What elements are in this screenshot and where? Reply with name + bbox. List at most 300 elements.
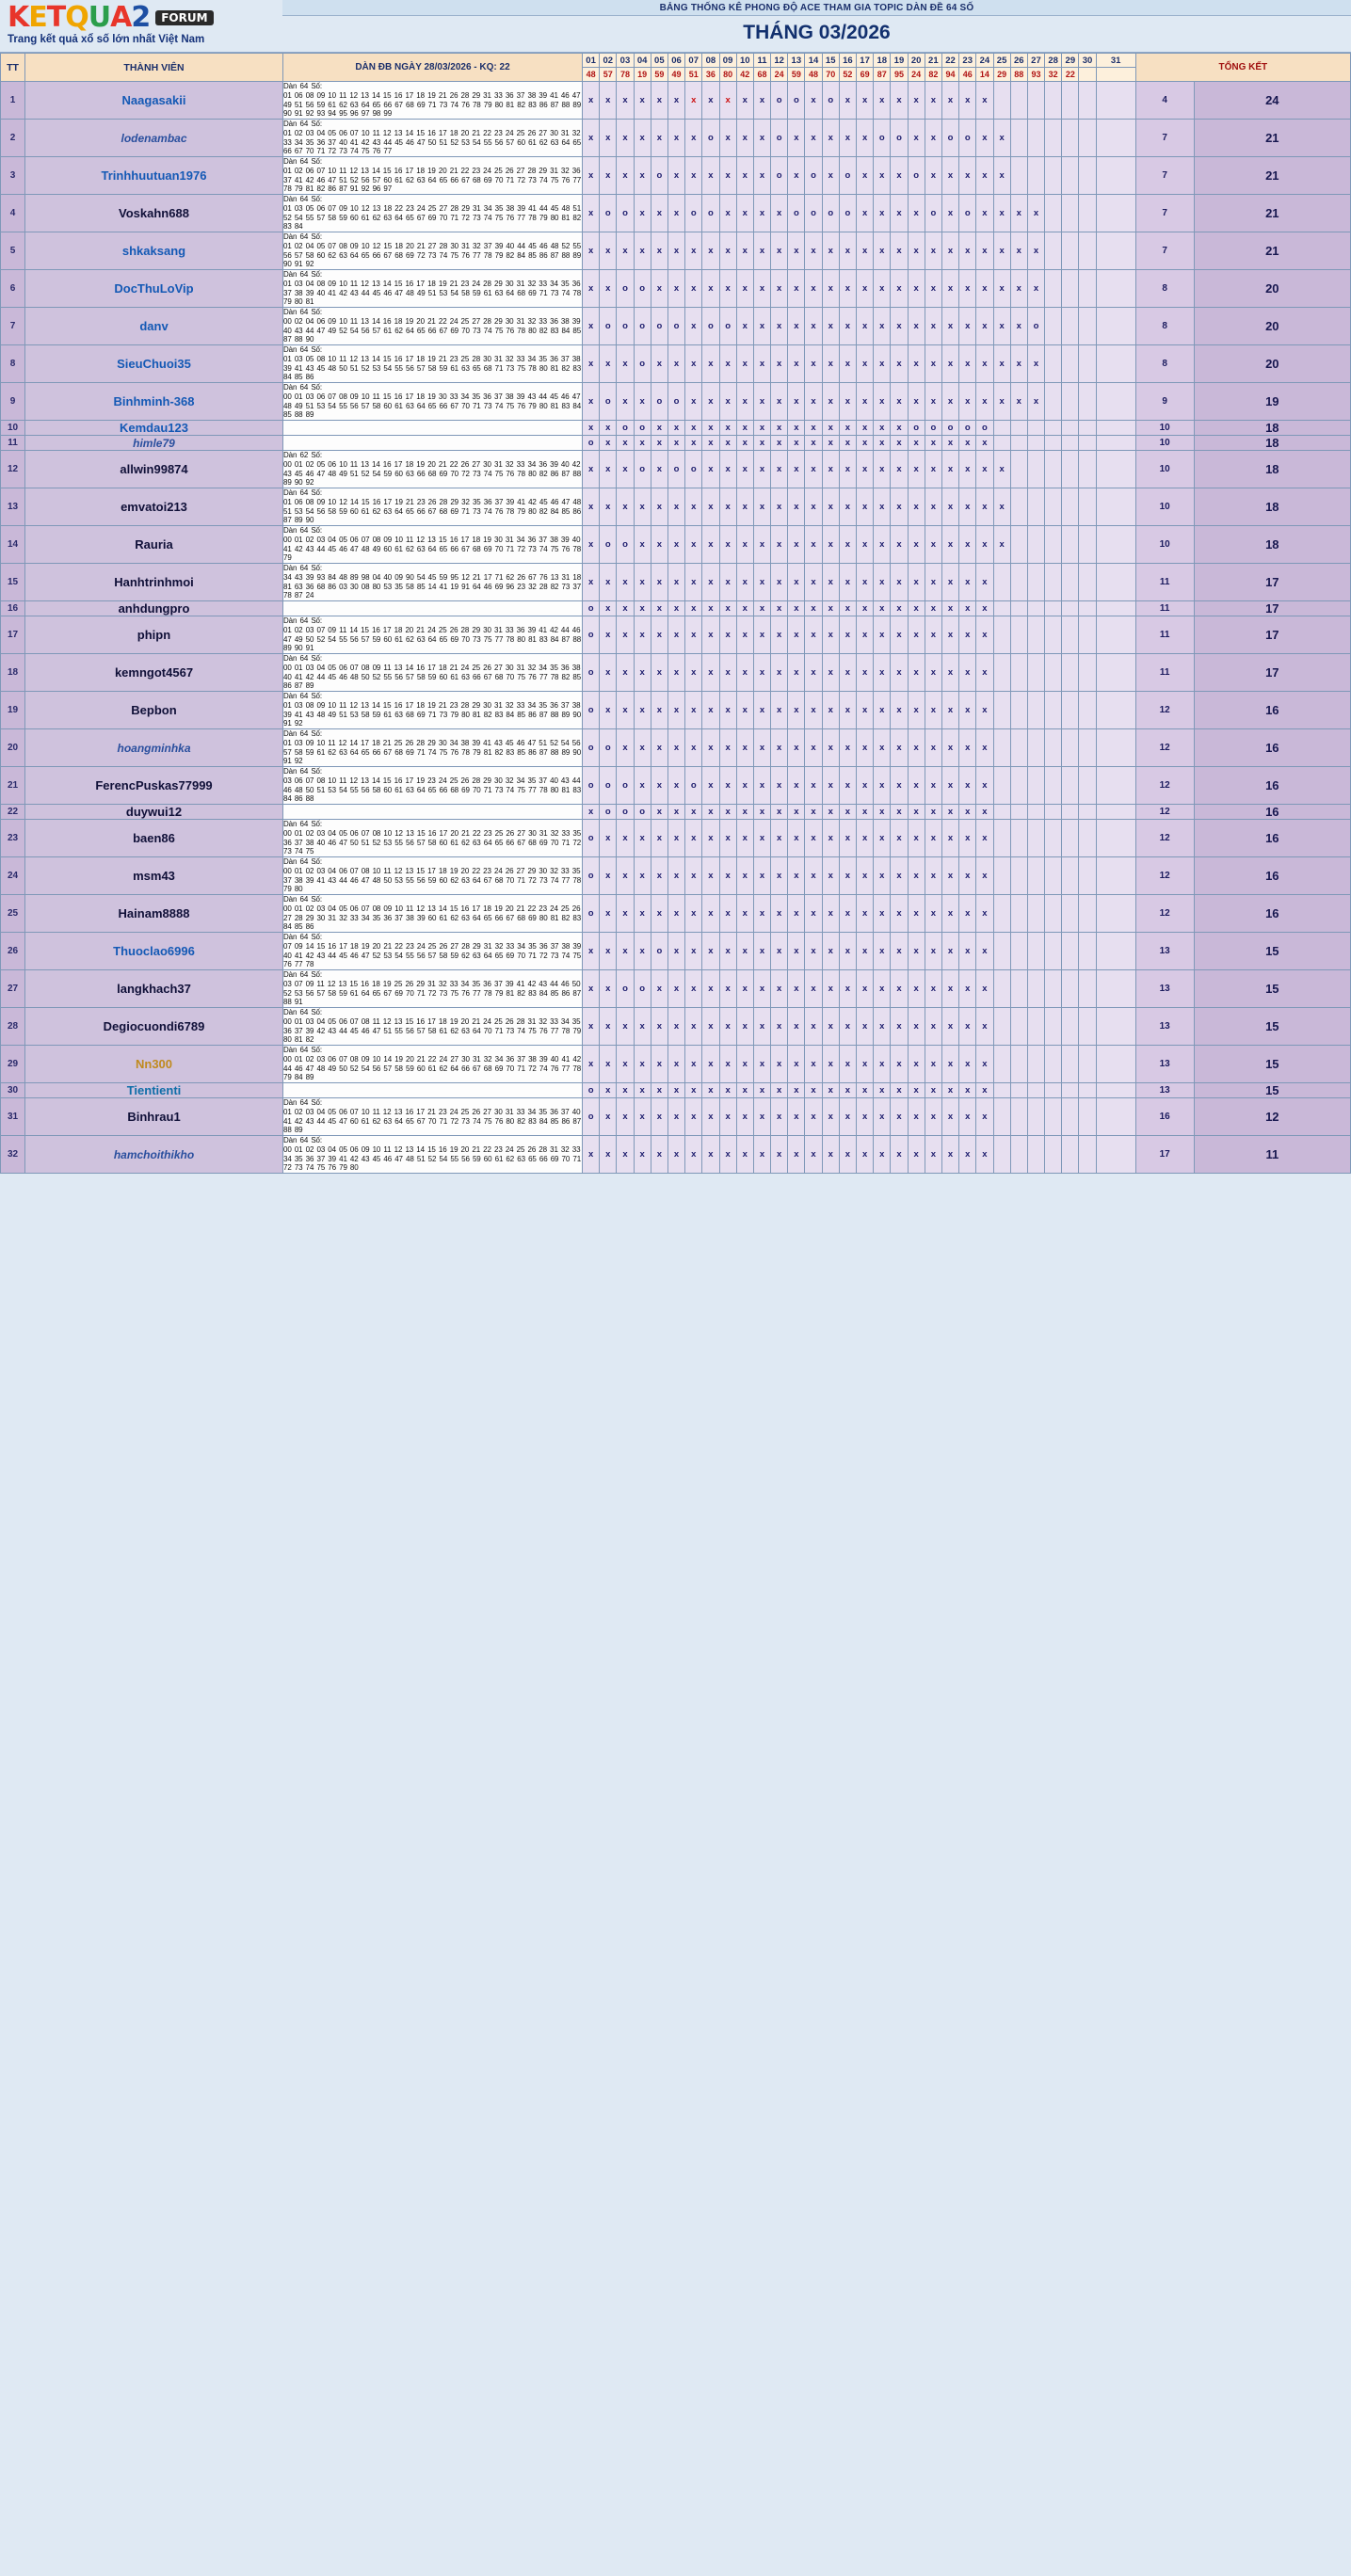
day-mark-cell: x <box>839 120 856 157</box>
day-mark-cell <box>1010 692 1027 729</box>
row-index: 22 <box>1 805 25 820</box>
day-mark-cell <box>993 1083 1010 1098</box>
day-mark-cell <box>993 805 1010 820</box>
day-mark-cell: x <box>771 195 788 232</box>
day-mark-cell: o <box>822 82 839 120</box>
day-mark-cell: x <box>941 820 958 857</box>
member-name[interactable] <box>25 436 283 451</box>
day-mark-cell: x <box>788 933 805 970</box>
table-row <box>1 1136 1351 1174</box>
day-mark-cell: o <box>583 1098 600 1136</box>
day-mark-cell: x <box>788 120 805 157</box>
day-mark-cell: x <box>753 488 770 526</box>
hit-count: 21 <box>1194 157 1350 195</box>
day-mark-cell: x <box>959 383 976 421</box>
day-mark-cell: x <box>908 767 925 805</box>
day-mark-cell <box>1079 1083 1096 1098</box>
day-mark-cell: x <box>753 270 770 308</box>
day-mark-cell: x <box>822 345 839 383</box>
day-mark-cell: x <box>925 729 941 767</box>
day-mark-cell: o <box>839 195 856 232</box>
day-mark-cell: x <box>941 1046 958 1083</box>
day-mark-cell: x <box>925 820 941 857</box>
day-mark-cell: x <box>719 895 736 933</box>
hit-count: 20 <box>1194 345 1350 383</box>
day-mark-cell <box>1062 488 1079 526</box>
day-mark-cell: x <box>667 270 684 308</box>
day-mark-cell: x <box>617 488 634 526</box>
day-mark-cell <box>1079 729 1096 767</box>
day-mark-cell: x <box>925 1008 941 1046</box>
day-mark-cell <box>1096 933 1135 970</box>
day-mark-cell: x <box>839 601 856 616</box>
row-index: 20 <box>1 729 25 767</box>
dan-numbers-cell <box>283 345 583 383</box>
member-name[interactable] <box>25 421 283 436</box>
dan-numbers-cell <box>283 436 583 451</box>
member-name[interactable] <box>25 820 283 857</box>
day-mark-cell: x <box>839 616 856 654</box>
day-mark-cell <box>1010 488 1027 526</box>
day-mark-cell <box>1062 120 1079 157</box>
day-mark-cell <box>1096 767 1135 805</box>
member-name[interactable] <box>25 1136 283 1174</box>
header-day: 16 <box>839 54 856 68</box>
member-name[interactable] <box>25 120 283 157</box>
member-name[interactable] <box>25 488 283 526</box>
day-mark-cell: x <box>702 436 719 451</box>
day-mark-cell <box>1045 270 1062 308</box>
day-mark-cell <box>1062 383 1079 421</box>
day-mark-cell: x <box>736 601 753 616</box>
day-mark-cell: x <box>805 1136 822 1174</box>
day-mark-cell: x <box>600 120 617 157</box>
day-mark-cell: x <box>719 526 736 564</box>
day-mark-cell <box>1027 564 1044 601</box>
dan-numbers-cell <box>283 654 583 692</box>
day-mark-cell: x <box>959 616 976 654</box>
dan-label: Dàn 64 Số: <box>283 526 323 535</box>
day-mark-cell: x <box>941 1083 958 1098</box>
member-name[interactable] <box>25 654 283 692</box>
day-mark-cell: x <box>805 1098 822 1136</box>
day-mark-cell: o <box>617 805 634 820</box>
day-mark-cell: x <box>736 436 753 451</box>
day-mark-cell: x <box>805 1083 822 1098</box>
day-mark-cell: x <box>1027 270 1044 308</box>
day-mark-cell <box>1079 232 1096 270</box>
day-mark-cell: x <box>822 654 839 692</box>
day-mark-cell: x <box>583 383 600 421</box>
hit-count: 18 <box>1194 436 1350 451</box>
day-mark-cell: x <box>600 1083 617 1098</box>
header-day: 29 <box>1062 54 1079 68</box>
day-mark-cell <box>1010 564 1027 601</box>
member-name[interactable] <box>25 1008 283 1046</box>
day-mark-cell: x <box>685 308 702 345</box>
day-mark-cell: x <box>600 820 617 857</box>
header-day-result: 59 <box>651 68 667 82</box>
day-mark-cell <box>1079 857 1096 895</box>
member-name-label: lodenambac <box>121 132 187 145</box>
day-mark-cell: x <box>908 270 925 308</box>
day-mark-cell <box>1096 857 1135 895</box>
day-mark-cell: x <box>874 157 891 195</box>
day-mark-cell: x <box>822 421 839 436</box>
day-mark-cell <box>1096 308 1135 345</box>
day-mark-cell: x <box>719 270 736 308</box>
day-mark-cell <box>1062 308 1079 345</box>
day-mark-cell: x <box>976 933 993 970</box>
day-mark-cell: x <box>600 488 617 526</box>
day-mark-cell <box>1096 654 1135 692</box>
site-slogan: Trang kết quả xổ số lớn nhất Việt Nam <box>8 34 205 45</box>
day-mark-cell: x <box>822 232 839 270</box>
member-name[interactable] <box>25 564 283 601</box>
day-mark-cell: x <box>667 488 684 526</box>
day-mark-cell: o <box>651 383 667 421</box>
member-name[interactable] <box>25 895 283 933</box>
day-mark-cell: o <box>617 308 634 345</box>
logo-letter: U <box>88 1 111 34</box>
day-mark-cell: x <box>719 1136 736 1174</box>
row-index: 10 <box>1 421 25 436</box>
header-day-result: 51 <box>685 68 702 82</box>
day-mark-cell: x <box>976 1136 993 1174</box>
day-mark-cell: x <box>925 308 941 345</box>
day-mark-cell: x <box>736 1046 753 1083</box>
table-row <box>1 729 1351 767</box>
day-mark-cell: o <box>925 195 941 232</box>
day-mark-cell: x <box>600 654 617 692</box>
day-mark-cell: o <box>583 436 600 451</box>
dan-label: Dàn 64 Số: <box>283 933 323 941</box>
day-mark-cell: x <box>771 601 788 616</box>
day-mark-cell <box>1045 1098 1062 1136</box>
day-mark-cell: x <box>753 616 770 654</box>
day-mark-cell: x <box>857 654 874 692</box>
day-mark-cell <box>1096 488 1135 526</box>
day-mark-cell: x <box>941 232 958 270</box>
header-day: 10 <box>736 54 753 68</box>
day-mark-cell: x <box>736 820 753 857</box>
day-mark-cell: x <box>702 767 719 805</box>
day-mark-cell: o <box>702 120 719 157</box>
day-mark-cell: x <box>667 1098 684 1136</box>
member-name[interactable] <box>25 767 283 805</box>
day-mark-cell <box>1079 1046 1096 1083</box>
member-name[interactable] <box>25 729 283 767</box>
day-mark-cell: o <box>667 451 684 488</box>
day-mark-cell: o <box>600 383 617 421</box>
day-mark-cell: x <box>976 970 993 1008</box>
day-mark-cell: o <box>822 195 839 232</box>
member-name[interactable] <box>25 857 283 895</box>
row-index: 13 <box>1 488 25 526</box>
day-mark-cell: x <box>753 421 770 436</box>
day-mark-cell <box>1096 1098 1135 1136</box>
header-day-result: 48 <box>805 68 822 82</box>
day-mark-cell: x <box>667 857 684 895</box>
dan-numbers-cell <box>283 895 583 933</box>
miss-count: 13 <box>1135 1083 1194 1098</box>
day-mark-cell: x <box>788 436 805 451</box>
day-mark-cell: x <box>1010 345 1027 383</box>
day-mark-cell: x <box>908 616 925 654</box>
table-row <box>1 820 1351 857</box>
day-mark-cell: o <box>908 421 925 436</box>
member-name[interactable] <box>25 970 283 1008</box>
member-name[interactable] <box>25 616 283 654</box>
member-name[interactable] <box>25 345 283 383</box>
dan-numbers: 00 02 04 06 09 10 11 13 14 16 18 19 20 21 22 24 25 27 28 29 30 31 32 33 36 38 39 40 43 44 47 49 52 54 56 57 61 62 64 65 66 67 69 70 73 74 75 76 78 80 82 83 84 85 87 88 90 <box>283 316 582 344</box>
day-mark-cell <box>1010 157 1027 195</box>
day-mark-cell <box>1062 805 1079 820</box>
day-mark-cell <box>1062 270 1079 308</box>
header-day-result: 42 <box>736 68 753 82</box>
day-mark-cell: o <box>634 270 651 308</box>
day-mark-cell: x <box>908 564 925 601</box>
day-mark-cell: x <box>805 1008 822 1046</box>
dan-numbers-cell <box>283 526 583 564</box>
day-mark-cell: x <box>634 120 651 157</box>
member-name-label: Binhrau1 <box>127 1110 181 1124</box>
day-mark-cell <box>1062 1098 1079 1136</box>
member-name[interactable] <box>25 157 283 195</box>
day-mark-cell: x <box>839 308 856 345</box>
day-mark-cell: x <box>719 820 736 857</box>
day-mark-cell: x <box>788 421 805 436</box>
day-mark-cell: x <box>753 120 770 157</box>
day-mark-cell: x <box>771 692 788 729</box>
day-mark-cell: x <box>1027 195 1044 232</box>
day-mark-cell: x <box>702 488 719 526</box>
day-mark-cell <box>1079 895 1096 933</box>
member-name[interactable] <box>25 270 283 308</box>
day-mark-cell: x <box>941 692 958 729</box>
dan-label: Dàn 64 Số: <box>283 488 323 497</box>
day-mark-cell: x <box>993 451 1010 488</box>
day-mark-cell: x <box>908 232 925 270</box>
dan-numbers-cell <box>283 767 583 805</box>
day-mark-cell: x <box>702 232 719 270</box>
day-mark-cell: x <box>822 526 839 564</box>
day-mark-cell: x <box>822 1136 839 1174</box>
member-name[interactable] <box>25 1046 283 1083</box>
member-name[interactable] <box>25 805 283 820</box>
table-row <box>1 345 1351 383</box>
day-mark-cell: x <box>634 1136 651 1174</box>
day-mark-cell <box>1045 1046 1062 1083</box>
row-index: 8 <box>1 345 25 383</box>
member-name[interactable] <box>25 1098 283 1136</box>
header-day-result: 82 <box>925 68 941 82</box>
day-mark-cell: x <box>788 654 805 692</box>
day-mark-cell: x <box>771 933 788 970</box>
dan-numbers: 01 06 08 09 10 11 12 13 14 15 16 17 18 19 21 26 28 29 31 33 36 37 38 39 41 46 47 49 51 56 59 61 62 63 64 65 66 67 68 69 71 73 74 76 78 79 80 81 82 83 86 87 88 89 90 91 92 93 94 95 96 97 98 99 <box>283 90 582 119</box>
row-index: 12 <box>1 451 25 488</box>
member-name[interactable] <box>25 195 283 232</box>
row-index: 7 <box>1 308 25 345</box>
member-name[interactable] <box>25 232 283 270</box>
day-mark-cell: o <box>959 120 976 157</box>
day-mark-cell: x <box>600 82 617 120</box>
day-mark-cell: x <box>788 895 805 933</box>
day-mark-cell: x <box>583 421 600 436</box>
day-mark-cell: x <box>617 820 634 857</box>
day-mark-cell: x <box>976 526 993 564</box>
day-mark-cell <box>1045 895 1062 933</box>
member-name[interactable] <box>25 526 283 564</box>
day-mark-cell <box>1062 729 1079 767</box>
day-mark-cell: x <box>941 436 958 451</box>
member-name[interactable] <box>25 601 283 616</box>
member-name[interactable] <box>25 82 283 120</box>
day-mark-cell: x <box>941 345 958 383</box>
header-day-result: 57 <box>600 68 617 82</box>
day-mark-cell <box>993 82 1010 120</box>
day-mark-cell: x <box>908 654 925 692</box>
day-mark-cell: x <box>891 767 908 805</box>
day-mark-cell: x <box>634 488 651 526</box>
table-row <box>1 451 1351 488</box>
day-mark-cell: x <box>634 601 651 616</box>
day-mark-cell: x <box>771 895 788 933</box>
member-name[interactable] <box>25 308 283 345</box>
day-mark-cell: x <box>959 895 976 933</box>
day-mark-cell: x <box>925 1136 941 1174</box>
day-mark-cell: x <box>908 895 925 933</box>
table-head <box>1 54 1351 82</box>
header-day: 02 <box>600 54 617 68</box>
member-name[interactable] <box>25 692 283 729</box>
day-mark-cell: x <box>976 82 993 120</box>
day-mark-cell: x <box>719 729 736 767</box>
header-day: 27 <box>1027 54 1044 68</box>
day-mark-cell: o <box>617 270 634 308</box>
day-mark-cell: x <box>976 767 993 805</box>
day-mark-cell <box>1045 451 1062 488</box>
day-mark-cell: x <box>753 1046 770 1083</box>
day-mark-cell: x <box>959 526 976 564</box>
day-mark-cell <box>1096 526 1135 564</box>
day-mark-cell: x <box>805 895 822 933</box>
day-mark-cell: x <box>839 345 856 383</box>
hit-count: 12 <box>1194 1098 1350 1136</box>
day-mark-cell: x <box>771 857 788 895</box>
day-mark-cell: x <box>771 564 788 601</box>
day-mark-cell: x <box>925 82 941 120</box>
day-mark-cell <box>1027 1046 1044 1083</box>
day-mark-cell <box>1045 857 1062 895</box>
row-index: 18 <box>1 654 25 692</box>
table-row <box>1 970 1351 1008</box>
day-mark-cell: x <box>719 933 736 970</box>
day-mark-cell: x <box>839 895 856 933</box>
day-mark-cell <box>1010 436 1027 451</box>
member-name[interactable] <box>25 933 283 970</box>
day-mark-cell: x <box>891 895 908 933</box>
day-mark-cell: x <box>976 157 993 195</box>
day-mark-cell: x <box>891 195 908 232</box>
day-mark-cell: x <box>702 564 719 601</box>
day-mark-cell: x <box>719 421 736 436</box>
member-name[interactable] <box>25 451 283 488</box>
day-mark-cell <box>1045 692 1062 729</box>
day-mark-cell: o <box>583 857 600 895</box>
row-index: 23 <box>1 820 25 857</box>
day-mark-cell: x <box>753 232 770 270</box>
day-mark-cell: x <box>771 451 788 488</box>
day-mark-cell: x <box>839 1136 856 1174</box>
day-mark-cell <box>1027 526 1044 564</box>
day-mark-cell: x <box>600 616 617 654</box>
member-name[interactable] <box>25 1083 283 1098</box>
day-mark-cell: x <box>651 451 667 488</box>
site-logo[interactable] <box>8 1 277 34</box>
day-mark-cell: o <box>771 120 788 157</box>
hit-count: 16 <box>1194 692 1350 729</box>
dan-label: Dàn 64 Số: <box>283 857 323 866</box>
day-mark-cell: x <box>891 270 908 308</box>
day-mark-cell: x <box>976 270 993 308</box>
day-mark-cell: x <box>1010 270 1027 308</box>
day-mark-cell: x <box>941 857 958 895</box>
day-mark-cell <box>993 970 1010 1008</box>
day-mark-cell: x <box>976 616 993 654</box>
day-mark-cell: x <box>908 488 925 526</box>
miss-count: 8 <box>1135 270 1194 308</box>
day-mark-cell: x <box>788 616 805 654</box>
day-mark-cell: x <box>891 857 908 895</box>
day-mark-cell <box>1010 820 1027 857</box>
day-mark-cell: x <box>976 1046 993 1083</box>
miss-count: 7 <box>1135 157 1194 195</box>
day-mark-cell: x <box>685 1098 702 1136</box>
day-mark-cell: x <box>822 601 839 616</box>
day-mark-cell <box>1010 526 1027 564</box>
day-mark-cell: x <box>753 654 770 692</box>
day-mark-cell: x <box>788 820 805 857</box>
miss-count: 13 <box>1135 970 1194 1008</box>
day-mark-cell: x <box>891 82 908 120</box>
header-day-result: 94 <box>941 68 958 82</box>
member-name[interactable] <box>25 383 283 421</box>
day-mark-cell: o <box>583 767 600 805</box>
day-mark-cell: x <box>874 308 891 345</box>
day-mark-cell: x <box>702 857 719 895</box>
member-name-label: Hainam8888 <box>118 906 190 920</box>
day-mark-cell: x <box>891 1098 908 1136</box>
hit-count: 15 <box>1194 1083 1350 1098</box>
day-mark-cell <box>1062 232 1079 270</box>
day-mark-cell <box>1079 601 1096 616</box>
hit-count: 18 <box>1194 421 1350 436</box>
dan-numbers-cell <box>283 232 583 270</box>
day-mark-cell: x <box>857 308 874 345</box>
header-day: 17 <box>857 54 874 68</box>
day-mark-cell: x <box>583 805 600 820</box>
day-mark-cell <box>1096 1136 1135 1174</box>
day-mark-cell: x <box>753 308 770 345</box>
day-mark-cell: x <box>908 820 925 857</box>
day-mark-cell: x <box>976 120 993 157</box>
member-name-label: hamchoithikho <box>113 1148 195 1161</box>
day-mark-cell <box>1045 308 1062 345</box>
header-day: 12 <box>771 54 788 68</box>
day-mark-cell: o <box>1027 308 1044 345</box>
hit-count: 21 <box>1194 195 1350 232</box>
